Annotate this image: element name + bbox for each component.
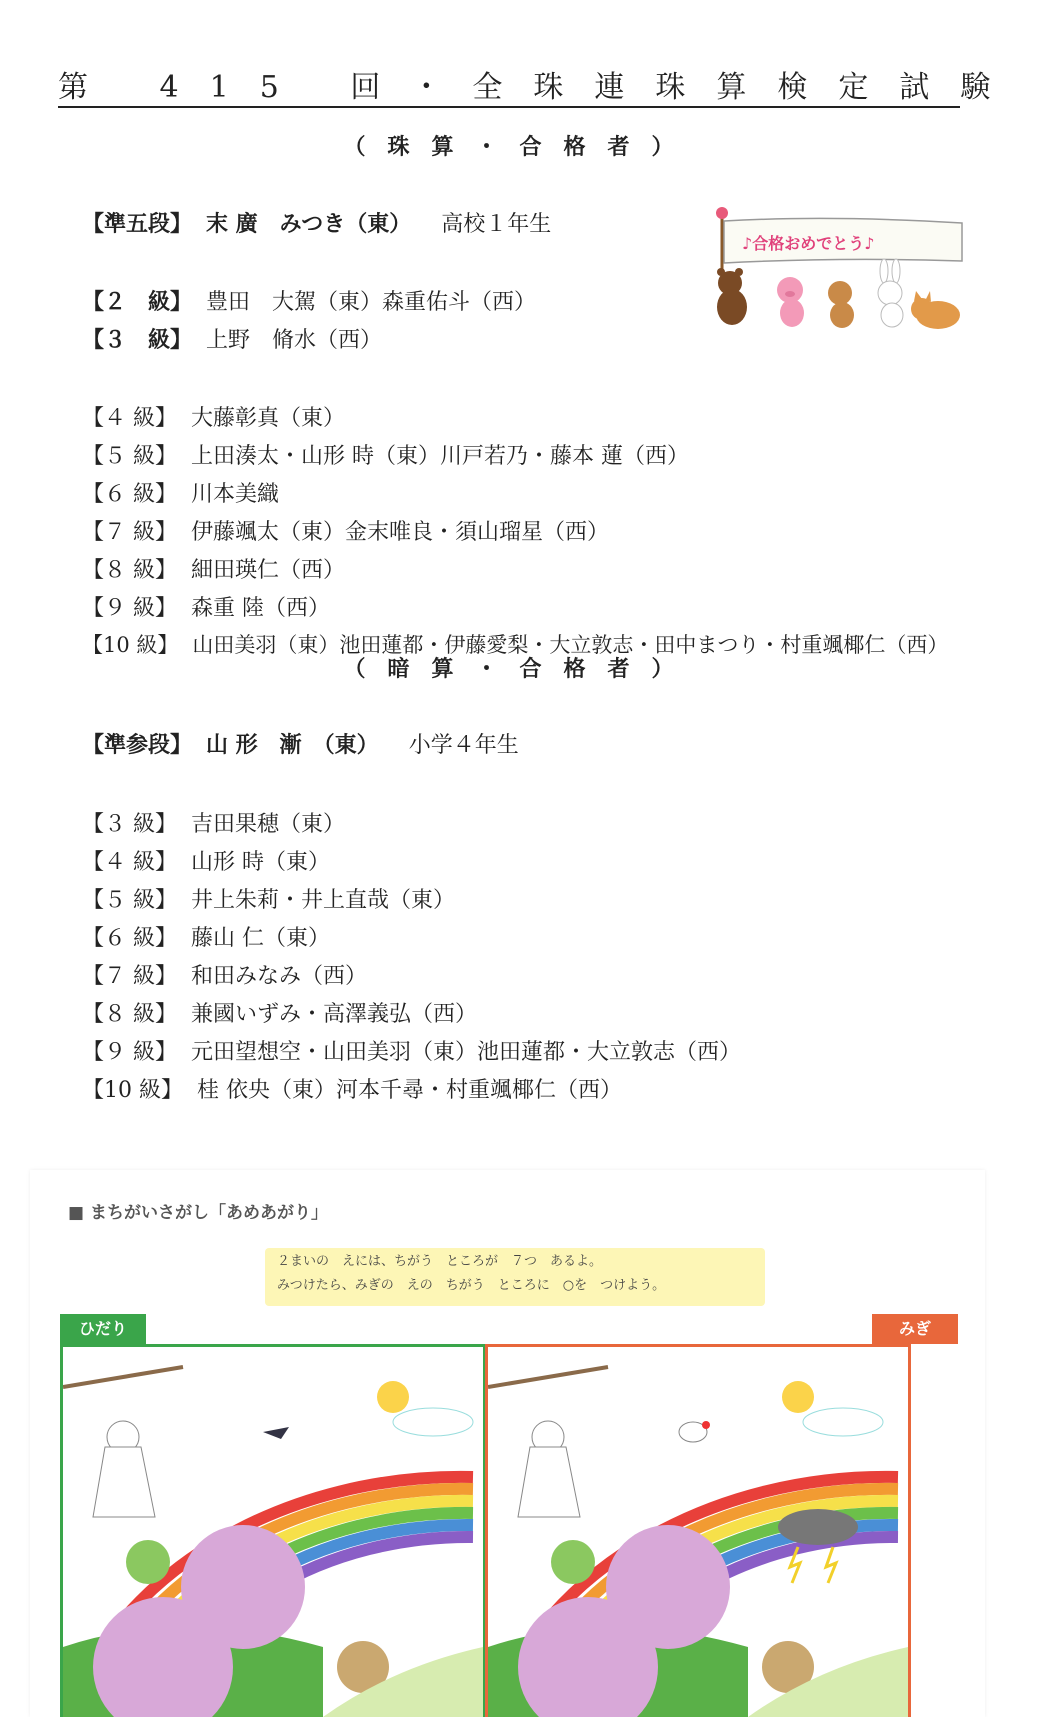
passer-names: 大藤彰真（東） <box>191 406 346 431</box>
passer-names: 吉田果穂（東） <box>191 812 346 837</box>
anzan-row <box>82 921 330 952</box>
passer-names: 山形 時（東） <box>191 850 330 875</box>
soroban-row <box>82 439 689 470</box>
congratulations-banner <box>700 205 970 335</box>
grade-label: 【８ 級】 <box>82 1002 177 1027</box>
grade-label: 【準参段】 <box>82 732 193 758</box>
school-year: 高校１年生 <box>441 212 552 237</box>
grade-label: 【８ 級】 <box>82 558 177 583</box>
grade-label: 【７ 級】 <box>82 520 177 545</box>
anzan-top-entry <box>82 728 519 759</box>
grade-label: 【２ 級】 <box>82 289 193 315</box>
school-year: 小学４年生 <box>408 733 519 758</box>
passer-names: 元田望想空・山田美羽（東）池田蓮都・大立敦志（西） <box>191 1040 742 1065</box>
page-title-text: 第 415 回・全珠連珠算検定試験 <box>58 70 1022 105</box>
soroban-row <box>82 515 609 546</box>
passer-names: 井上朱莉・井上直哉（東） <box>191 888 456 913</box>
grade-label: 【10 級】 <box>82 1078 183 1103</box>
right-picture-label: みぎ <box>872 1314 958 1344</box>
passer-names: 藤山 仁（東） <box>191 926 330 951</box>
passer-names: 山 形 漸 （東） <box>206 732 379 758</box>
passer-names: 細田瑛仁（西） <box>191 558 346 583</box>
passer-names: 山田美羽（東）池田蓮都・伊藤愛梨・大立敦志・田中まつり・村重颯椰仁（西） <box>192 633 949 657</box>
soroban-top-entry <box>82 285 536 316</box>
banner-text: ♪合格おめでとう♪ <box>742 234 875 253</box>
grade-label: 【９ 級】 <box>82 1040 177 1065</box>
passer-names: 兼國いずみ・高澤義弘（西） <box>191 1002 478 1027</box>
grade-label: 【５ 級】 <box>82 888 177 913</box>
anzan-row <box>82 883 455 914</box>
left-picture-label: ひだり <box>60 1314 146 1344</box>
grade-label: 【５ 級】 <box>82 444 177 469</box>
soroban-heading: （珠算・合格者） <box>343 134 696 160</box>
grade-label: 【７ 級】 <box>82 964 177 989</box>
grade-label: 【準五段】 <box>82 211 193 237</box>
passer-names: 和田みなみ（西） <box>191 964 368 989</box>
passer-names: 上野 脩水（西） <box>206 328 383 353</box>
anzan-row <box>82 845 330 876</box>
puzzle-title: ■ まちがいさがし「あめあがり」 <box>68 1203 328 1223</box>
grade-label: 【４ 級】 <box>82 406 177 431</box>
passer-names: 豊田 大駕（東）森重佑斗（西） <box>206 290 537 315</box>
soroban-row <box>82 401 345 432</box>
anzan-row <box>82 807 345 838</box>
right-picture <box>485 1344 911 1717</box>
grade-label: 【６ 級】 <box>82 482 177 507</box>
passer-names: 桂 依央（東）河本千尋・村重颯椰仁（西） <box>197 1078 622 1103</box>
spot-the-difference-puzzle <box>30 1170 985 1717</box>
soroban-row <box>82 591 330 622</box>
anzan-row <box>82 1073 622 1104</box>
soroban-top-entry <box>82 323 382 354</box>
soroban-row <box>82 553 345 584</box>
grade-label: 【６ 級】 <box>82 926 177 951</box>
puzzle-instructions <box>265 1248 765 1306</box>
passer-names: 上田湊太・山形 時（東）川戸若乃・藤本 蓮（西） <box>191 444 689 469</box>
passer-names: 伊藤颯太（東）金末唯良・須山瑠星（西） <box>191 520 610 545</box>
anzan-row <box>82 1035 741 1066</box>
grade-label: 【４ 級】 <box>82 850 177 875</box>
anzan-heading: （暗算・合格者） <box>343 656 696 682</box>
passer-names: 森重 陸（西） <box>191 596 330 621</box>
grade-label: 【３ 級】 <box>82 812 177 837</box>
animals-holding-banner-illustration <box>700 205 970 335</box>
grade-label: 【９ 級】 <box>82 596 177 621</box>
rainy-day-scene-left <box>63 1347 483 1717</box>
anzan-row <box>82 997 477 1028</box>
passer-names: 末 廣 みつき（東） <box>206 211 412 237</box>
soroban-top-entry <box>82 207 551 238</box>
soroban-row <box>82 477 279 508</box>
passer-names: 川本美織 <box>191 482 280 507</box>
instruction-line: ２まいの えには、ちがう ところが ７つ あるよ。 <box>277 1254 603 1269</box>
anzan-row <box>82 959 367 990</box>
grade-label: 【３ 級】 <box>82 327 193 353</box>
rainy-day-scene-right <box>488 1347 908 1717</box>
grade-label: 【10 級】 <box>82 633 179 657</box>
instruction-line: みつけたら、みぎの えの ちがう ところに ○を つけよう。 <box>277 1278 666 1293</box>
page-title <box>58 62 1022 108</box>
left-picture <box>60 1344 486 1717</box>
